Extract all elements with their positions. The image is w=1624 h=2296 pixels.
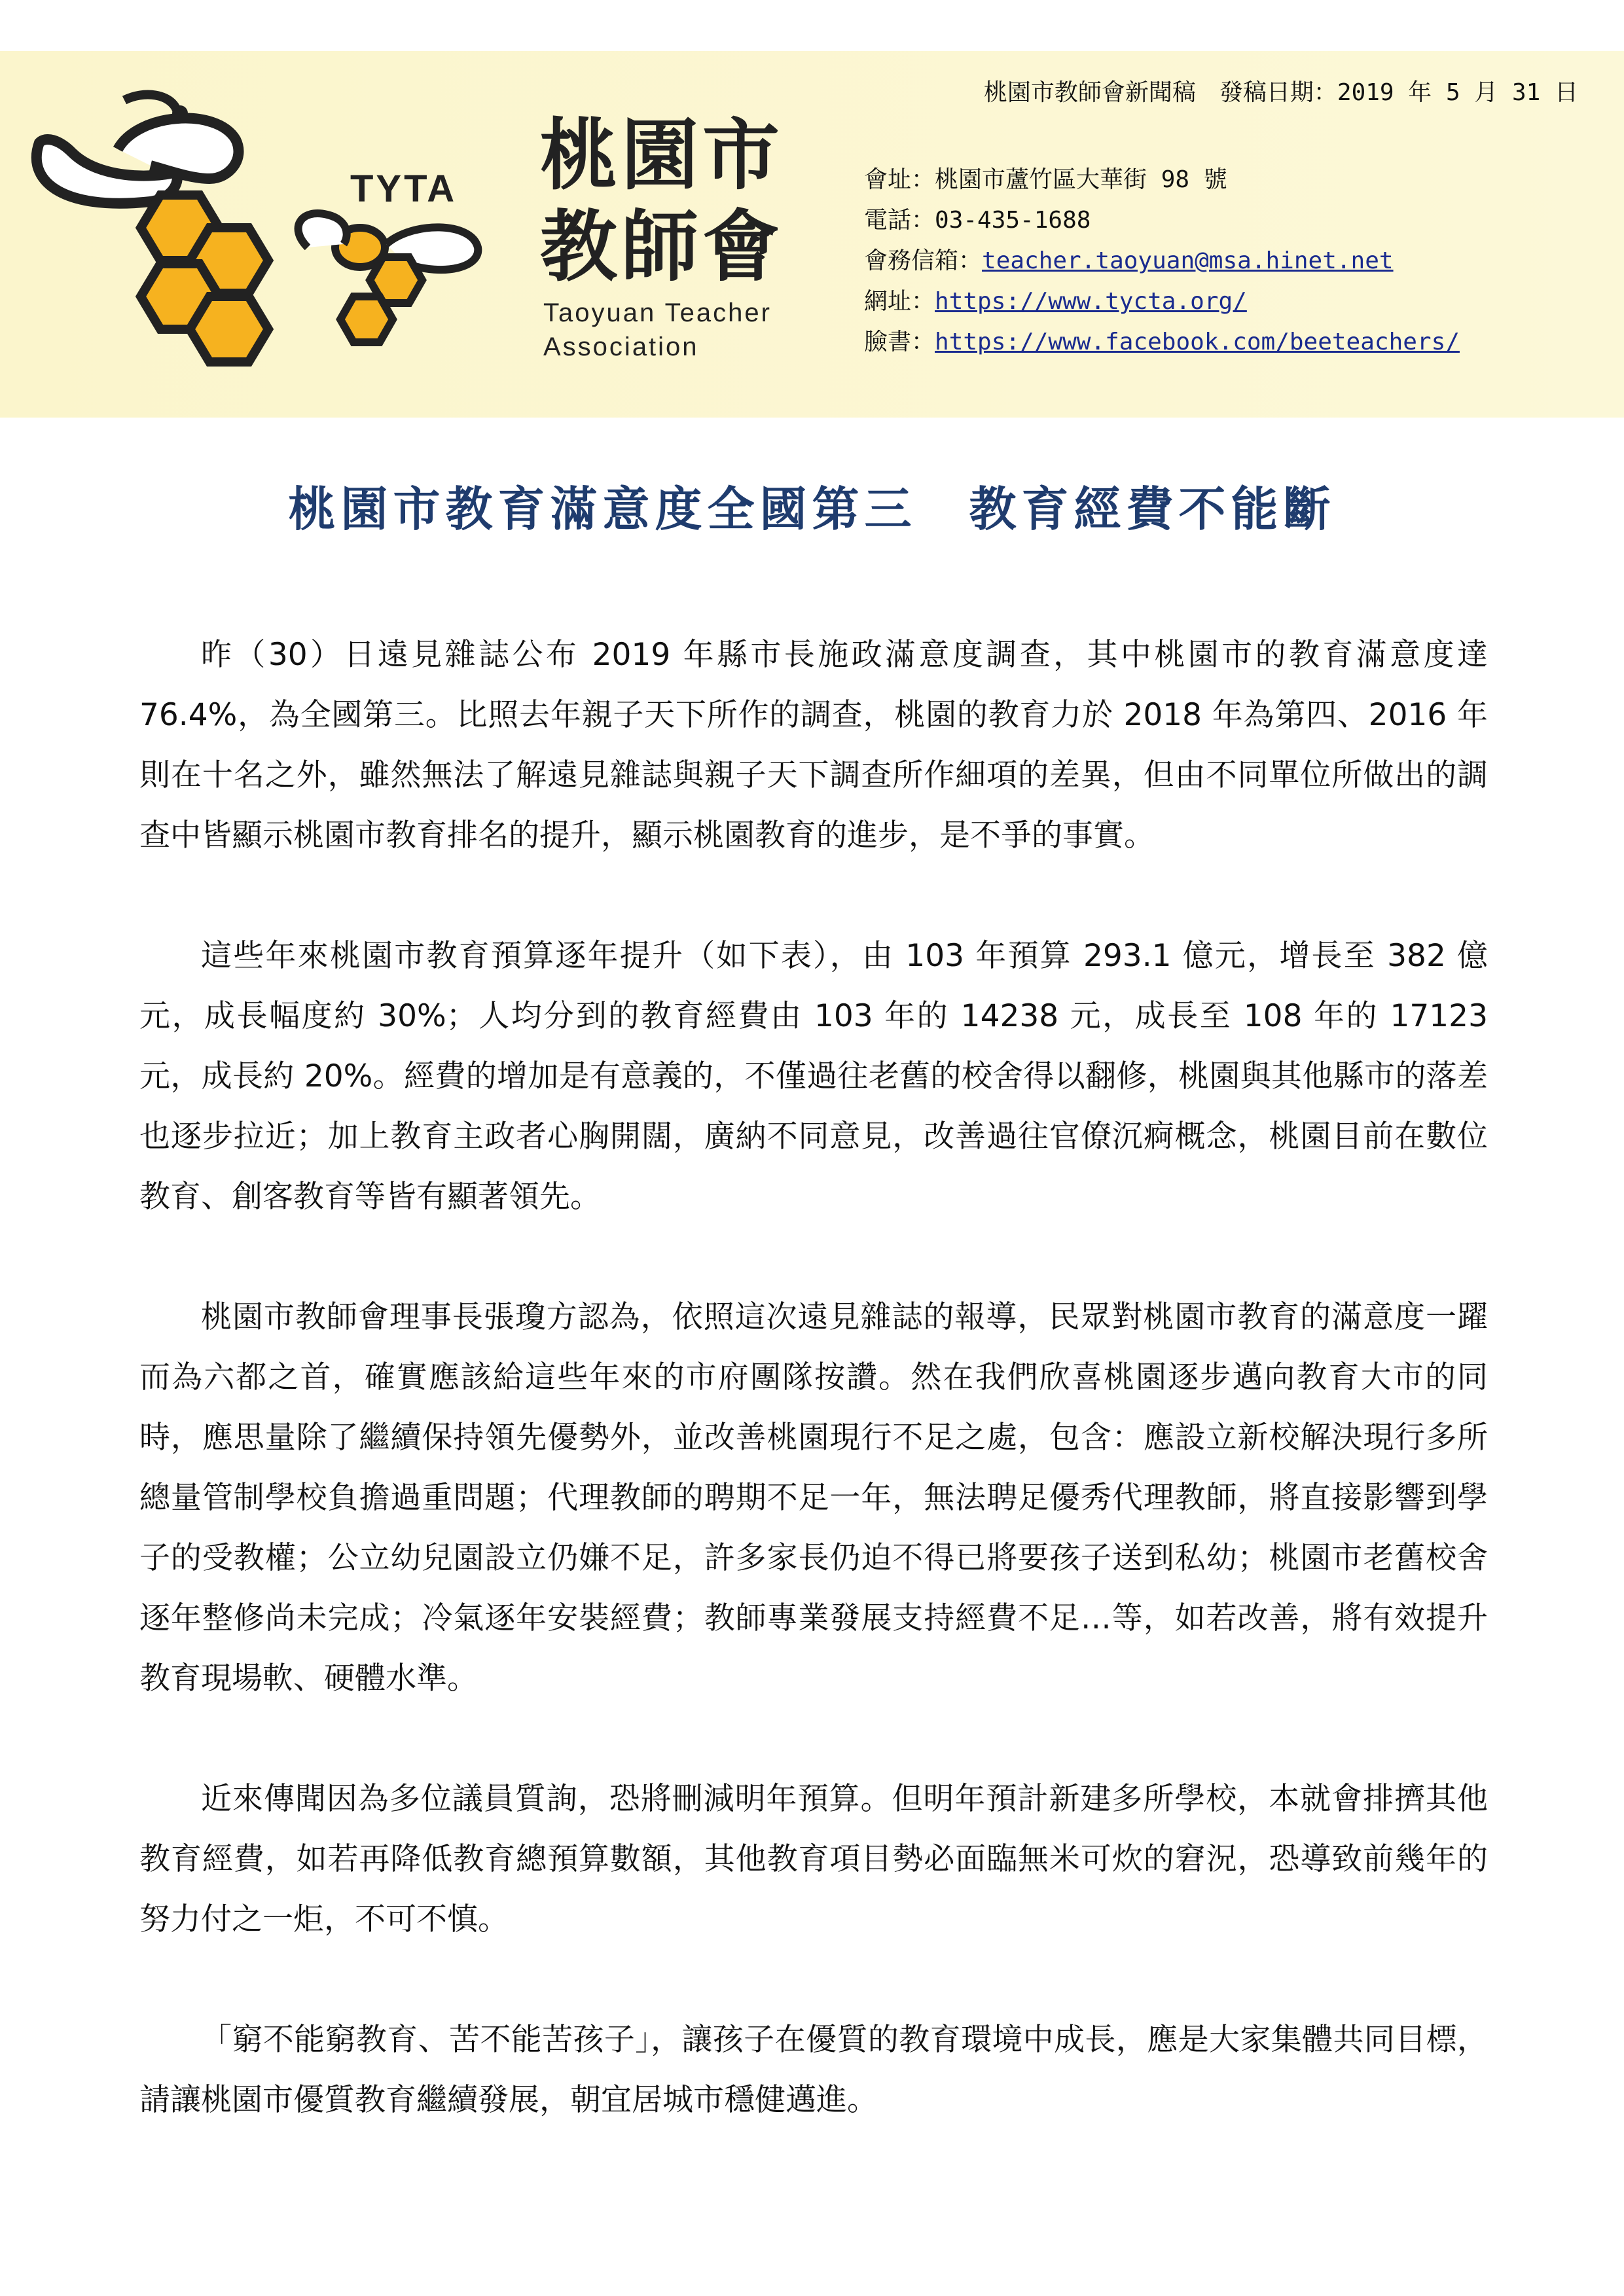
org-name-en-line1: Taoyuan Teacher bbox=[543, 298, 772, 327]
paragraph: 近來傳聞因為多位議員質詢，恐將刪減明年預算。但明年預計新建多所學校，本就會排擠其他教育經費，如若再降低教育總預算數額，其他教育項目勢必面臨無米可炊的窘況，恐導致前幾年的努力付之一炬，不可不慎。 bbox=[139, 1781, 1488, 1937]
contact-label: 會址： bbox=[864, 166, 935, 193]
contact-label: 臉書： bbox=[864, 329, 935, 355]
contact-address bbox=[864, 161, 1227, 194]
org-name-en-line2: Association bbox=[543, 332, 699, 361]
article-body bbox=[139, 625, 1488, 2191]
contact-phone bbox=[864, 202, 1091, 235]
bee-logo-icon bbox=[20, 81, 524, 388]
contact-label: 會務信箱： bbox=[864, 247, 983, 274]
release-date-line: 桃園市教師會新聞稿 發稿日期：2019 年 5 月 31 日 bbox=[983, 79, 1578, 106]
contact-facebook bbox=[864, 323, 1460, 357]
contact-label: 網址： bbox=[864, 288, 935, 315]
logo-tyta-text: TYTA bbox=[350, 168, 458, 210]
paragraph: 桃園市教師會理事長張瓊方認為，依照這次遠見雜誌的報導，民眾對桃園市教育的滿意度一躍而為六都之首，確實應該給這些年來的市府團隊按讚。然在我們欣喜桃園逐步邁向教育大市的同時，應思量除了繼續保持領先優勢外，並改善桃園現行不足之處，包含：應設立新校解決現行多所總量管制學校負擔過重問題；代理教師的聘期不足一年，無法聘足優秀代理教師，將直接影響到學子的受教權；公立幼兒園設立仍嫌不足，許多家長仍迫不得已將要孩子送到私幼；桃園市老舊校舍逐年整修尚未完成；冷氣逐年安裝經費；教師專業發展支持經費不足…等，如若改善，將有效提升教育現場軟、硬體水準。 bbox=[139, 1299, 1488, 1696]
contact-website bbox=[864, 283, 1247, 316]
email-link[interactable]: teacher.taoyuan@msa.hinet.net bbox=[982, 247, 1394, 274]
letterhead bbox=[0, 51, 1624, 418]
website-link[interactable]: https://www.tycta.org/ bbox=[935, 288, 1247, 315]
org-name-cn-line1: 桃園市 bbox=[540, 110, 784, 200]
facebook-link[interactable]: https://www.facebook.com/beeteachers/ bbox=[935, 329, 1460, 355]
page-title: 桃園市教育滿意度全國第三 教育經費不能斷 bbox=[288, 481, 1336, 537]
paragraph: 這些年來桃園市教育預算逐年提升（如下表），由 103 年預算 293.1 億元，增長至 382 億元，成長幅度約 30%；人均分到的教育經費由 103 年的 14238 元，成長至 108 年的 17123 元，成長約 20%。經費的增加是有意義的，不僅過往老舊的校舍得以翻修，桃園與其他縣市的落差也逐步拉近；加上教育主政者心胸開闊，廣納不同意見，改善過往官僚沉痾概念，桃園目前在數位教育、創客教育等皆有顯著領先。 bbox=[139, 938, 1488, 1215]
contact-value: 03-435-1688 bbox=[935, 207, 1091, 234]
paragraph: 「窮不能窮教育、苦不能苦孩子」，讓孩子在優質的教育環境中成長，應是大家集體共同目標，請讓桃園市優質教育繼續發展，朝宜居城市穩健邁進。 bbox=[139, 2022, 1488, 2118]
org-name-cn-line2: 教師會 bbox=[540, 202, 784, 292]
paragraph: 昨（30）日遠見雜誌公布 2019 年縣市長施政滿意度調查，其中桃園市的教育滿意度達 76.4%，為全國第三。比照去年親子天下所作的調查，桃園的教育力於 2018 年為第四、2016 年則在十名之外，雖然無法了解遠見雜誌與親子天下調查所作細項的差異，但由不同單位所做出的調查中皆顯示桃園市教育排名的提升，顯示桃園教育的進步，是不爭的事實。 bbox=[139, 637, 1488, 853]
contact-email bbox=[864, 242, 1394, 276]
contact-label: 電話： bbox=[864, 207, 935, 234]
contact-value: 桃園市蘆竹區大華街 98 號 bbox=[935, 166, 1227, 193]
